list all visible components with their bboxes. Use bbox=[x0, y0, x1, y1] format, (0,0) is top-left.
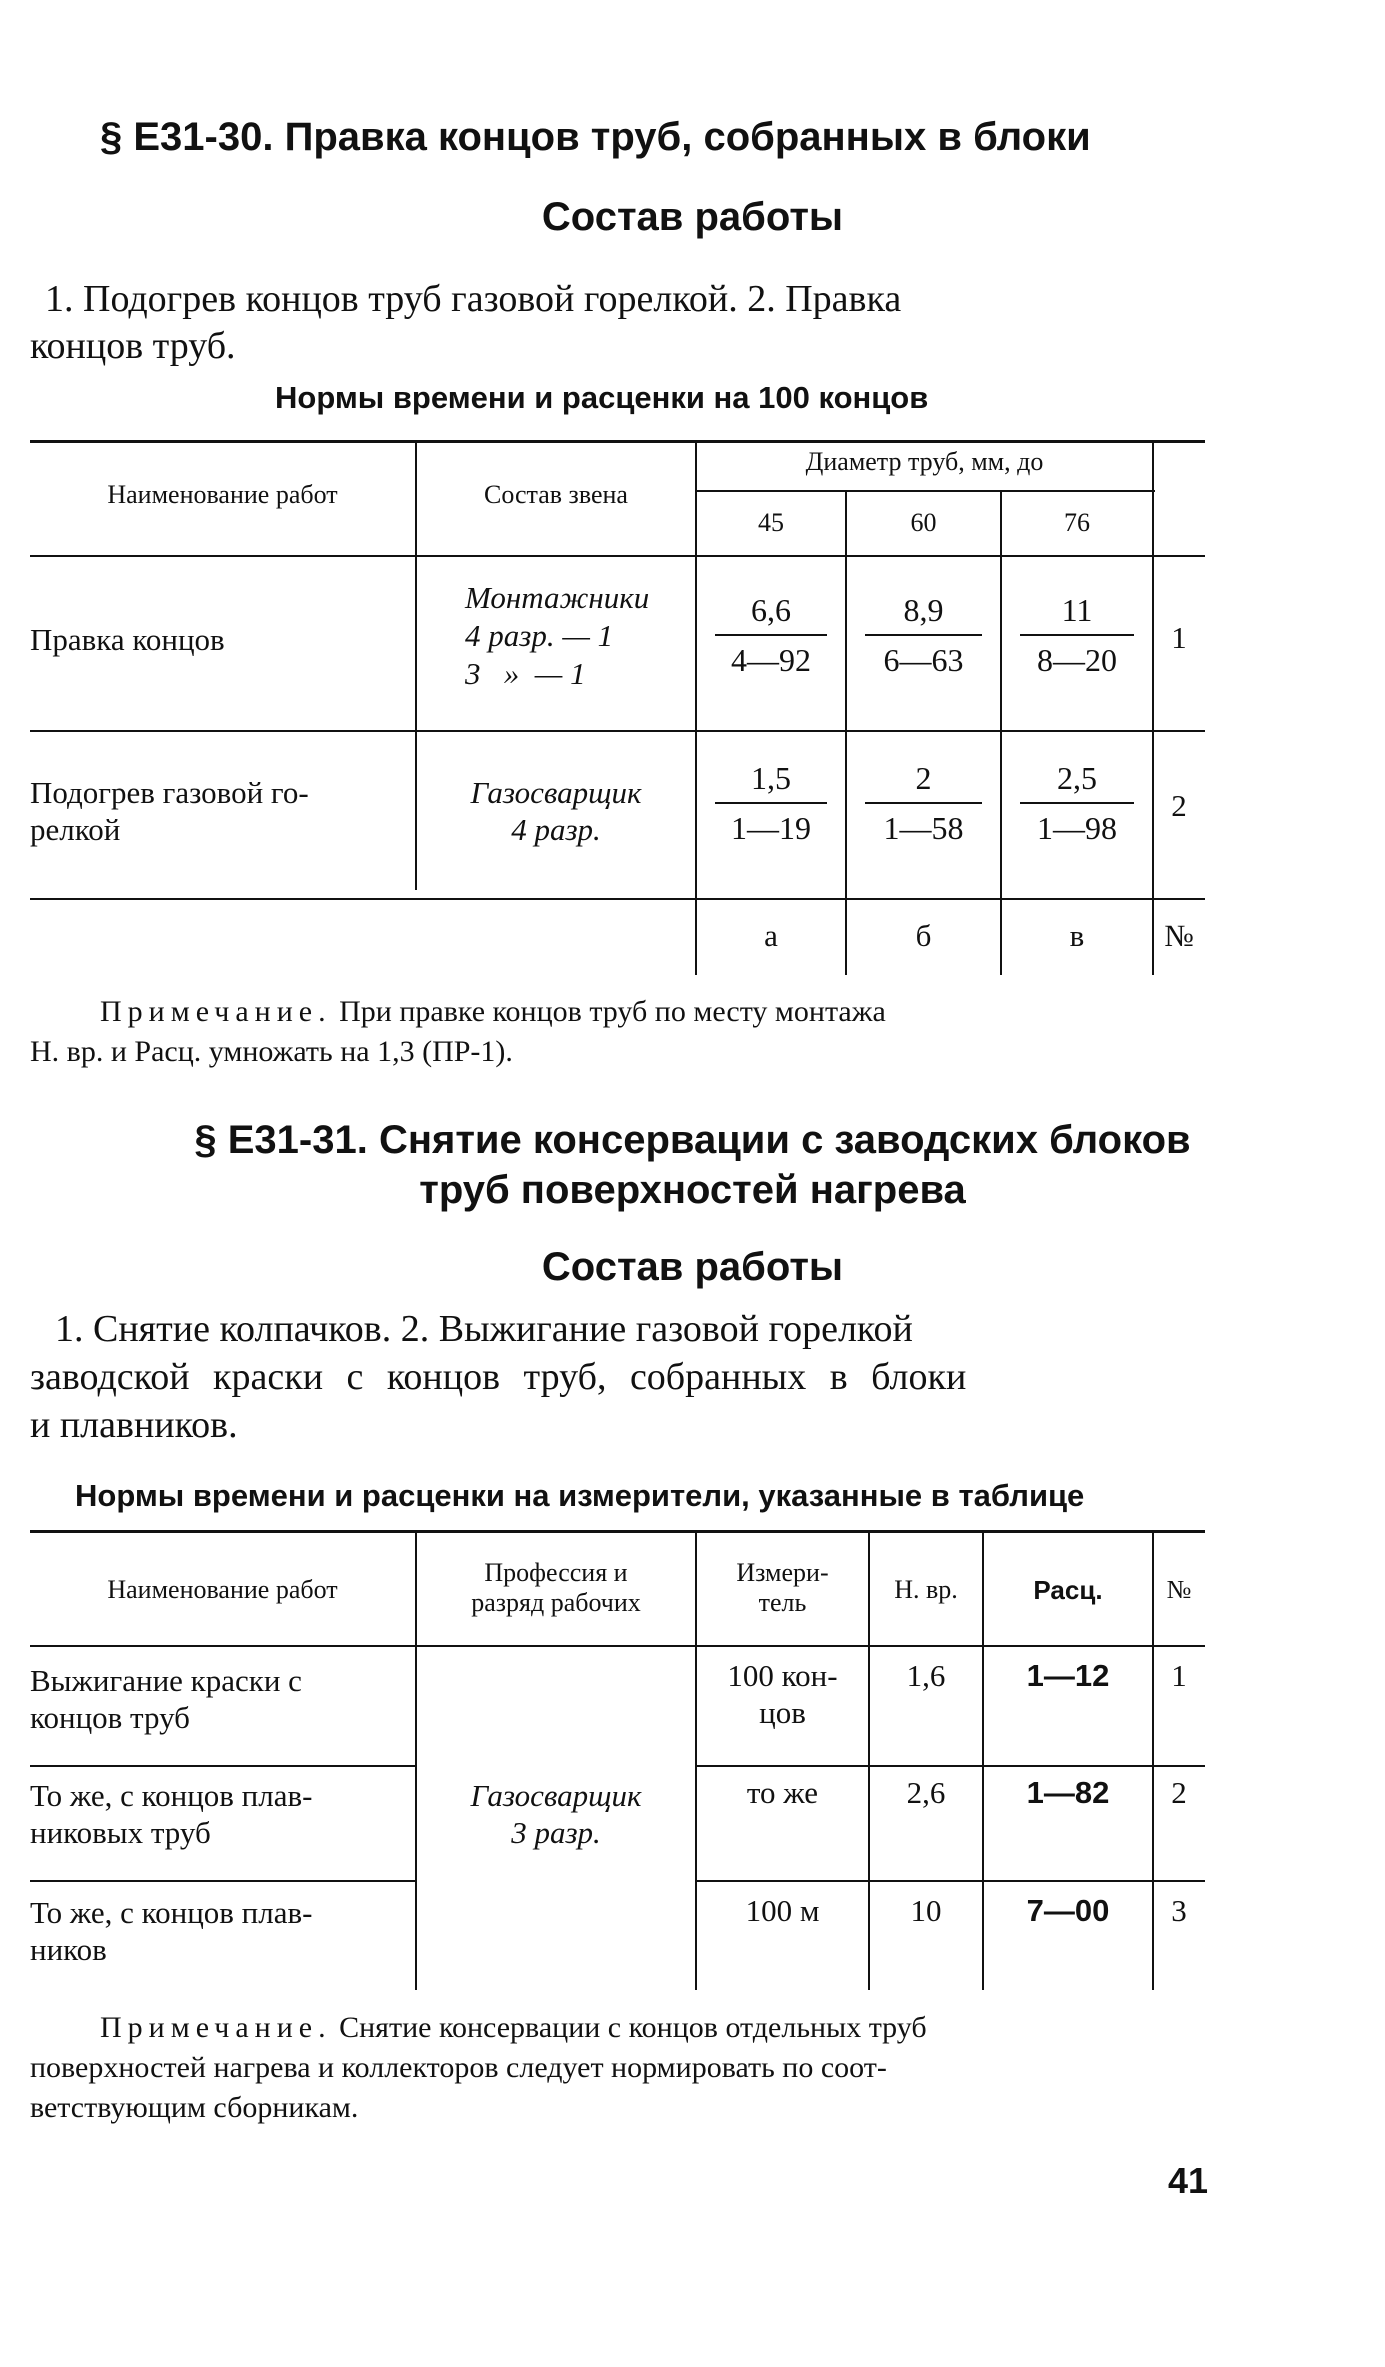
table2-row2-rule-a bbox=[30, 1880, 415, 1882]
table2-row2-price: 1—82 bbox=[1026, 1775, 1110, 1810]
table1-row1-norm-b: 8,9 bbox=[903, 592, 944, 628]
table1-row2-cell-a bbox=[697, 756, 845, 850]
table2-row1-unit-line2: цов bbox=[759, 1695, 806, 1730]
table2-row3-num: 3 bbox=[1171, 1893, 1187, 1928]
table1-row1-price-a: 4—92 bbox=[731, 642, 811, 678]
table2-header-rule bbox=[30, 1645, 1205, 1647]
table1-col-work: Наименование работ bbox=[107, 480, 338, 509]
section2-note-line1 bbox=[100, 2008, 927, 2048]
section1-note-label: Примечание. bbox=[100, 995, 332, 1028]
table1-row1-price-b: 6—63 bbox=[883, 642, 964, 678]
section2-title-line2: труб поверхностей нагрева bbox=[419, 1168, 966, 1212]
table2-top-rule bbox=[30, 1530, 1205, 1533]
table1-row2-price-a: 1—19 bbox=[731, 810, 811, 846]
table1-row2-norm-c: 2,5 bbox=[1057, 760, 1097, 796]
table1-row1-crew-line3: 3 » — 1 bbox=[465, 656, 586, 691]
table2-col-prof-line2: разряд рабочих bbox=[471, 1588, 641, 1617]
table2-col-num: № bbox=[1166, 1575, 1192, 1604]
section1-table-caption: Нормы времени и расценки на 100 концов bbox=[275, 380, 929, 415]
table2-col-unit-line1: Измери- bbox=[736, 1558, 829, 1587]
table2-row3-name-line1: То же, с концов плав- bbox=[30, 1895, 313, 1930]
table2-row2-name-line2: никовых труб bbox=[30, 1815, 211, 1850]
table2-profession-line2: 3 разр. bbox=[511, 1815, 601, 1850]
section2-title-line1: § Е31-31. Снятие консервации с заводских блоков bbox=[194, 1118, 1191, 1162]
section2-composition-line3: и плавников. bbox=[30, 1404, 238, 1446]
table1-row2-norm-a: 1,5 bbox=[751, 760, 791, 796]
table2-row1-rule-b bbox=[697, 1765, 1205, 1767]
table1-row1-num: 1 bbox=[1171, 620, 1187, 655]
page-number: 41 bbox=[1168, 2160, 1209, 2201]
table1-diam-45: 45 bbox=[758, 508, 784, 537]
table1-row1-cell-c bbox=[1002, 588, 1152, 682]
table1-footer-a: а bbox=[764, 918, 778, 953]
table2-row2-num: 2 bbox=[1171, 1775, 1187, 1810]
table1-header-rule bbox=[30, 555, 1205, 557]
table1-col-diameter: Диаметр труб, мм, до bbox=[805, 447, 1044, 476]
table1-row1-crew-line2: 4 разр. — 1 bbox=[465, 618, 614, 653]
table2-col-unit-line2: тель bbox=[758, 1588, 807, 1617]
table2-row3-name-line2: ников bbox=[30, 1932, 107, 1967]
table1-footer-num: № bbox=[1164, 918, 1194, 953]
table2-col-work: Наименование работ bbox=[107, 1575, 338, 1604]
section2-note-label: Примечание. bbox=[100, 2011, 332, 2044]
section1-composition-line2: концов труб. bbox=[30, 325, 236, 367]
table2-row2-name-line1: То же, с концов плав- bbox=[30, 1778, 313, 1813]
section1-composition-line1: 1. Подогрев концов труб газовой горелкой. 2. Правка bbox=[45, 278, 902, 320]
table2-row3-unit: 100 м bbox=[745, 1893, 820, 1928]
table2-row1-rule-a bbox=[30, 1765, 415, 1767]
table1-footer-b: б bbox=[915, 918, 932, 953]
table1-row2-price-c: 1—98 bbox=[1037, 810, 1117, 846]
table1-vline-3 bbox=[845, 490, 847, 975]
table1-footer-c: в bbox=[1069, 918, 1085, 953]
table1-row1-norm-a: 6,6 bbox=[751, 592, 791, 628]
table2-profession-line1: Газосварщик bbox=[470, 1778, 642, 1813]
section2-composition-line2: заводской краски с концов труб, собранных в блоки bbox=[30, 1356, 967, 1398]
section1-title: § Е31-30. Правка концов труб, собранных в блоки bbox=[100, 115, 1091, 159]
table2-col-norm: Н. вр. bbox=[894, 1575, 958, 1604]
table1-diam-rule bbox=[695, 490, 1155, 492]
section2-table-caption: Нормы времени и расценки на измерители, указанные в таблице bbox=[75, 1478, 1085, 1513]
section1-note-line1 bbox=[100, 992, 886, 1032]
table1-row1-rule bbox=[30, 730, 1205, 732]
table2-row1-name-line2: концов труб bbox=[30, 1700, 190, 1735]
table1-row1-cell-b bbox=[847, 588, 1000, 682]
table2-row1-norm: 1,6 bbox=[906, 1658, 946, 1693]
table1-row2-price-b: 1—58 bbox=[883, 810, 964, 846]
table1-top-rule bbox=[30, 440, 1205, 443]
section1-composition-heading: Состав работы bbox=[541, 195, 844, 239]
table1-row2-num: 2 bbox=[1171, 788, 1187, 823]
table2-row1-num: 1 bbox=[1171, 1658, 1187, 1693]
table2-row1-name-line1: Выжигание краски с bbox=[30, 1663, 302, 1698]
table2-row2-norm: 2,6 bbox=[906, 1775, 946, 1810]
table1-row1-norm-c: 11 bbox=[1061, 592, 1093, 628]
table1-row1-cell-a bbox=[697, 588, 845, 682]
table1-row2-crew-line2: 4 разр. bbox=[511, 812, 601, 847]
table2-row3-norm: 10 bbox=[910, 1893, 942, 1928]
table1-vline-5 bbox=[1152, 440, 1154, 975]
table1-row2-cell-c bbox=[1002, 756, 1152, 850]
table1-row2-rule bbox=[30, 898, 1205, 900]
section2-composition-heading: Состав работы bbox=[541, 1245, 844, 1289]
table1-row2-name-line2: релкой bbox=[30, 812, 121, 847]
table2-col-price: Расц. bbox=[1033, 1575, 1103, 1605]
table2-row3-price: 7—00 bbox=[1026, 1893, 1110, 1928]
table2-row2-rule-b bbox=[697, 1880, 1205, 1882]
section1-note-line2: Н. вр. и Расц. умножать на 1,3 (ПР-1). bbox=[30, 1035, 513, 1068]
table1-row1-crew-line1: Монтажники bbox=[465, 580, 650, 615]
table1-row1-price-c: 8—20 bbox=[1037, 642, 1117, 678]
table1-row2-cell-b bbox=[847, 756, 1000, 850]
table1-col-crew: Состав звена bbox=[484, 480, 628, 509]
table1-row2-name-line1: Подогрев газовой го- bbox=[30, 775, 309, 810]
section1-note-text1: При правке концов труб по месту монтажа bbox=[339, 995, 886, 1028]
table1-diam-60: 60 bbox=[910, 508, 937, 537]
section2-note-text1: Снятие консервации с концов отдельных труб bbox=[339, 2011, 927, 2044]
table1-row1-name: Правка концов bbox=[30, 622, 225, 657]
table1-vline-4 bbox=[1000, 490, 1002, 975]
table2-col-prof-line1: Профессия и bbox=[484, 1558, 628, 1587]
section2-note-line3: ветствующим сборникам. bbox=[30, 2091, 359, 2124]
table2-row1-price: 1—12 bbox=[1026, 1658, 1110, 1693]
section2-note-line2: поверхностей нагрева и коллекторов следует нормировать по соот- bbox=[30, 2051, 887, 2084]
table2-row1-unit-line1: 100 кон- bbox=[727, 1658, 838, 1693]
section2-composition-line1: 1. Снятие колпачков. 2. Выжигание газовой горелкой bbox=[55, 1308, 913, 1350]
table2-row2-unit: то же bbox=[746, 1775, 819, 1810]
table1-row2-norm-b: 2 bbox=[915, 760, 932, 796]
table1-diam-76: 76 bbox=[1064, 508, 1090, 537]
table1-row2-crew-line1: Газосварщик bbox=[470, 775, 642, 810]
